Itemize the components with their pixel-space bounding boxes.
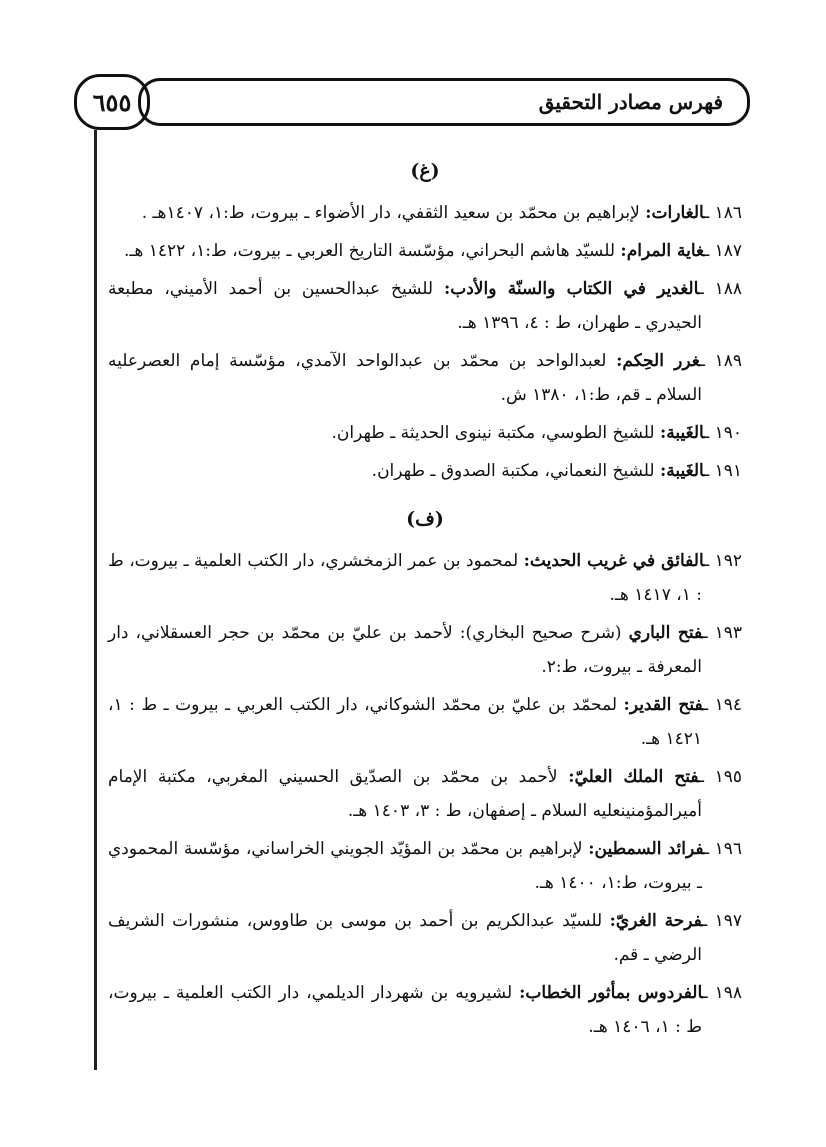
entry-title: الغارات: [645, 203, 705, 223]
entry-title: فتح الباري [628, 623, 703, 643]
entry-details: للشيخ عبدالحسين بن أحمد الأميني، مطبعة الحيدري ـ طهران، ط : ٤، ١٣٩٦ هـ. [108, 279, 702, 333]
entry-details: (شرح صحيح البخاري): لأحمد بن عليّ بن محمّد بن حجر العسقلاني، دار المعرفة ـ بيروت، ط:٢. [108, 623, 702, 677]
entry-title: فرائد السمطين: [588, 839, 704, 859]
entry-191 [108, 454, 742, 488]
entry-title: الغدير في الكتاب والسنّة والأدب: [443, 279, 699, 299]
entry-number: ١٩٦ ـ [703, 839, 742, 859]
entry-number: ١٩١ ـ [704, 461, 742, 481]
section-heading-fa: (ف) [406, 508, 444, 530]
entry-details: لإبراهيم بن محمّد بن المؤيّد الجويني الخراساني، مؤسّسة المحمودي ـ بيروت، ط:١، ١٤٠٠ هـ. [108, 839, 702, 893]
margin-rule [94, 130, 97, 1070]
entry-number: ١٩٢ ـ [704, 551, 742, 571]
entry-number: ١٩٨ ـ [702, 983, 742, 1003]
entry-details: لعبدالواحد بن محمّد بن عبدالواحد الآمدي، مؤسّسة إمام العصرعليه السلام ـ قم، ط:١، ١٣٨٠ ش. [108, 351, 702, 405]
entry-details: لمحمود بن عمر الزمخشري، دار الكتب العلمية ـ بيروت، ط : ١، ١٤١٧ هـ. [108, 551, 702, 605]
entry-title: غرر الحِكم: [616, 351, 700, 371]
entry-title: فرحة الغريّ: [609, 911, 703, 931]
entry-details: للسيّد عبدالكريم بن أحمد بن موسى بن طاووس، منشورات الشريف الرضي ـ قم. [108, 911, 702, 965]
entry-193 [108, 616, 742, 684]
entry-details: للسيّد هاشم البحراني، مؤسّسة التاريخ العربي ـ بيروت، ط:١، ١٤٢٢ هـ. [123, 241, 621, 261]
entry-details: لأحمد بن محمّد بن الصدّيق الحسيني المغربي، مكتبة الإمام أميرالمؤمنينعليه السلام ـ إصفهان، ط : ٣، ١٤٠٣ هـ. [108, 767, 702, 821]
entry-title: غاية المرام: [620, 241, 705, 261]
entry-number: ١٨٩ ـ [699, 351, 742, 371]
entry-188 [108, 272, 742, 340]
entry-number: ١٩٠ ـ [704, 423, 742, 443]
entry-number: ١٨٦ ـ [704, 203, 742, 223]
entry-number: ١٩٤ ـ [703, 695, 742, 715]
page-number: ٦٥٥ [74, 74, 150, 130]
entry-198 [108, 976, 742, 1044]
entry-197 [108, 904, 742, 972]
entry-number: ١٩٣ ـ [702, 623, 742, 643]
entry-title: الفائق في غريب الحديث: [523, 551, 705, 571]
entry-details: للشيخ النعماني، مكتبة الصدوق ـ طهران. [371, 461, 660, 481]
entry-number: ١٨٧ ـ [704, 241, 742, 261]
entry-number: ١٩٧ ـ [702, 911, 742, 931]
entry-title: فتح القدير: [623, 695, 704, 715]
section-heading-ghain: (غ) [410, 160, 440, 182]
entry-title: الغَيبة: [659, 461, 705, 481]
entry-194 [108, 688, 742, 756]
entry-190 [108, 416, 742, 450]
running-title: فهرس مصادر التحقيق [138, 78, 750, 126]
entry-196 [108, 832, 742, 900]
page-header [74, 74, 750, 130]
entry-details: لمحمّد بن عليّ بن محمّد الشوكاني، دار الكتب العربي ـ بيروت ـ ط : ١، ١٤٢١ هـ. [108, 695, 702, 749]
entry-187 [108, 234, 742, 268]
entry-title: الغَيبة: [659, 423, 705, 443]
entry-details: للشيخ الطوسي، مكتبة نينوى الحديثة ـ طهران. [331, 423, 660, 443]
entry-192 [108, 544, 742, 612]
entry-title: فتح الملك العليّ: [568, 767, 700, 787]
entry-details: لشيرويه بن شهردار الديلمي، دار الكتب العلمية ـ بيروت، ط : ١، ١٤٠٦ هـ. [108, 983, 702, 1037]
entry-title: الفردوس بمأثور الخطاب: [519, 983, 703, 1003]
entry-189 [108, 344, 742, 412]
entry-number: ١٩٥ ـ [699, 767, 743, 787]
entry-195 [108, 760, 742, 828]
entry-details: لإبراهيم بن محمّد بن سعيد الثقفي، دار الأضواء ـ بيروت، ط:١، ١٤٠٧هـ . [141, 203, 646, 223]
entry-number: ١٨٨ ـ [698, 279, 743, 299]
bibliography-list [108, 150, 742, 1048]
entry-186 [108, 196, 742, 230]
